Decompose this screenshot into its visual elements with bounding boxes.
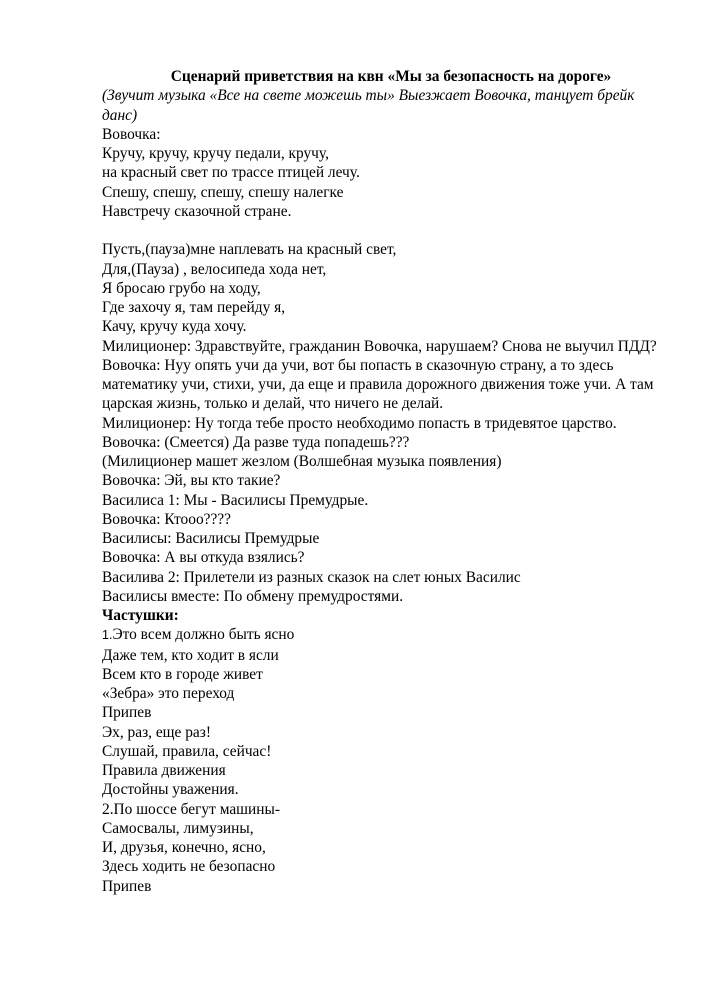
text-line: Вовочка: А вы откуда взялись?	[102, 549, 305, 567]
lines-part1	[102, 125, 662, 221]
text-line: Василисы: Василисы Премудрые	[102, 530, 320, 547]
blank-line	[102, 221, 662, 240]
text-line: Кручу, кручу, кручу педали, кручу,	[102, 145, 329, 162]
text-line: Припев	[102, 877, 152, 895]
dialogue-paragraph: Вовочка: Нуу опять учи да учи, вот бы попасть в сказочную страну, а то здесь математику учи, стихи, учи, да еще и правила дорожного движения тоже учи. А там царская жизнь, только и делай, что ничего не делай.	[102, 356, 654, 413]
text-line: Припев	[102, 704, 152, 722]
document-title: Сценарий приветствия на квн «Мы за безопасность на дороге»	[170, 68, 612, 85]
text-line: Эх, раз, еще раз!	[102, 723, 211, 741]
verse-number: 1.	[102, 628, 113, 643]
dialogue-paragraph: Милиционер: Ну тогда тебе просто необходимо попасть в тридевятое царство.	[102, 414, 617, 432]
text-line: Правила движения	[102, 762, 226, 779]
text-line: Здесь ходить не безопасно	[102, 858, 276, 876]
text-line: Вовочка: Эй, вы кто такие?	[102, 472, 281, 490]
text-line: Достойны уважения.	[102, 781, 239, 799]
text-line: (Милиционер машет жезлом (Волшебная музыка появления)	[102, 453, 502, 470]
text-line: Вовочка: Ктооо????	[102, 510, 231, 528]
document-body	[102, 67, 662, 896]
text-line: Я бросаю грубо на ходу,	[102, 279, 261, 297]
text-line: Слушай, правила, сейчас!	[102, 742, 272, 760]
text-line: Самосвалы, лимузины,	[102, 819, 254, 837]
text-line: Навстречу сказочной стране.	[102, 202, 292, 220]
text-line: Вовочка:	[102, 125, 161, 143]
text-line: на красный свет по трассе птицей лечу.	[102, 164, 360, 182]
text-line: Василиса 1: Мы - Василисы Премудрые.	[102, 491, 369, 509]
lines-part3	[102, 433, 662, 606]
text-line: Вовочка: (Смеется) Да разве туда попадешь???	[102, 433, 410, 451]
text-line: И, друзья, конечно, ясно,	[102, 839, 266, 856]
text-line: Качу, кручу куда хочу.	[102, 318, 247, 336]
text-line: Василисы вместе: По обмену премудростями.	[102, 587, 404, 605]
lines-part4	[102, 646, 662, 896]
text-line: Василива 2: Прилетели из разных сказок на слет юных Василис	[102, 568, 521, 586]
text-line: Пусть,(пауза)мне наплевать на красный свет,	[102, 241, 397, 259]
text-line: 2.По шоссе бегут машины-	[102, 800, 280, 818]
stage-direction-intro: (Звучит музыка «Все на свете можешь ты» Выезжает Вовочка, танцует брейк данс)	[102, 87, 635, 124]
text-line: «Зебра» это переход	[102, 685, 235, 702]
verse-text: Это всем должно быть ясно	[112, 626, 295, 644]
dialogue-paragraph: Милиционер: Здравствуйте, гражданин Вовочка, нарушаем? Снова не выучил ПДД?	[102, 337, 657, 355]
text-line: Даже тем, кто ходит в ясли	[102, 646, 279, 664]
chastushki-heading: Частушки:	[102, 607, 179, 624]
text-line: Спешу, спешу, спешу, спешу налегке	[102, 183, 344, 201]
verse1-first-line	[102, 625, 662, 645]
text-line: Где захочу я, там перейду я,	[102, 299, 286, 316]
text-line: Всем кто в городе живет	[102, 665, 263, 683]
text-line: Для,(Пауза) , велосипеда хода нет,	[102, 260, 327, 278]
lines-part2	[102, 240, 662, 336]
